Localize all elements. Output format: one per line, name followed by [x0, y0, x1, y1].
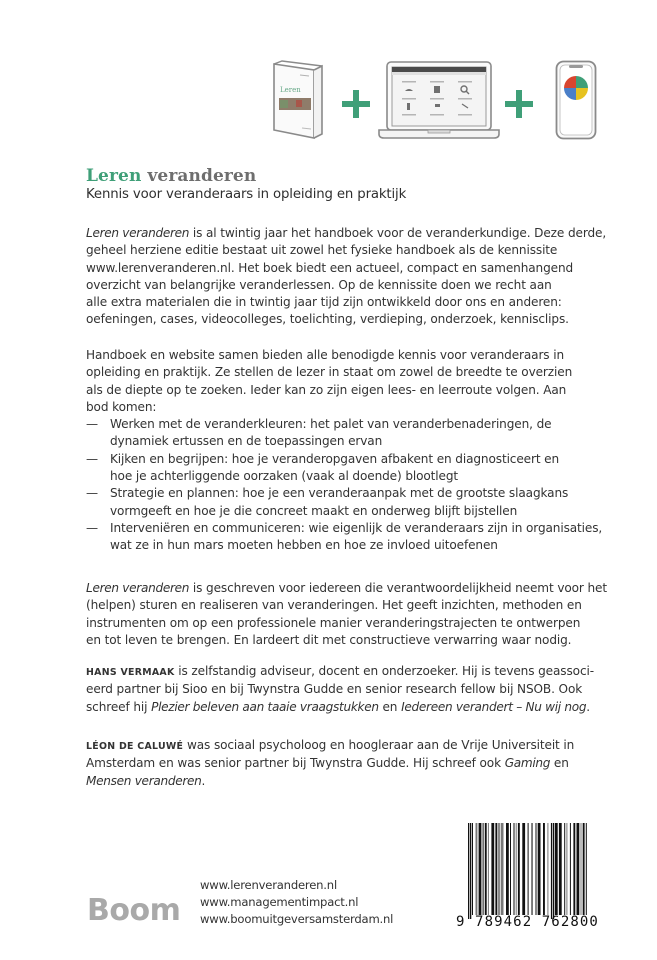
author-bio-vermaak	[86, 663, 592, 716]
topics-list	[86, 416, 603, 554]
list-item: — Kijken en begrijpen: hoe je veranderopgaven afbakent en diagnosticeert en hoe je achterliggende oorzaken (vaak al doende) blootlegt	[86, 451, 560, 484]
text-line: oefeningen, cases, videocolleges, toelichting, verdieping, onderzoek, kennisclips.	[86, 312, 569, 327]
author-bio-caluwe	[86, 737, 592, 790]
text-line: instrumenten om op een professionele manier veranderingstrajecten te ontwerpen	[86, 615, 581, 630]
barcode-bar	[518, 823, 520, 915]
barcode-bar	[538, 823, 541, 915]
text-line: schreef hij Plezier beleven aan taaie vraagstukken en Iedereen verandert – Nu wij nog.	[86, 699, 590, 714]
url-link[interactable]: www.managementimpact.nl	[200, 895, 359, 909]
list-item: — Interveniëren en communiceren: wie eigenlijk de veranderaars zijn in organisaties, wat ze in hun mars moeten hebben en hoe ze invloed uitoefenen	[86, 520, 603, 553]
text-line: Amsterdam en was senior partner bij Twynstra Gudde. Hij schreef ook Gaming en	[86, 756, 569, 771]
barcode-bar	[583, 823, 585, 915]
isbn-number: 9 789462 762800	[456, 914, 599, 930]
text-line: geheel herziene editie bestaat uit zowel het fysieke handboek als de kennissite	[86, 243, 558, 258]
text-line: HANS VERMAAK is zelfstandig adviseur, docent en onderzoeker. Hij is tevens geassoci-	[86, 664, 594, 678]
barcode-bar	[566, 823, 567, 915]
book-title	[86, 166, 256, 186]
barcode-bar	[510, 823, 511, 915]
barcode-bar	[531, 823, 533, 915]
barcode-bar	[506, 823, 509, 915]
barcode-bar	[516, 823, 517, 915]
barcode-bar	[528, 823, 529, 915]
audience-paragraph	[86, 580, 607, 649]
barcode-bar	[570, 823, 571, 915]
list-item: — Strategie en plannen: hoe je een veranderaanpak met de grootste slaagkans vormgeeft en hoe je die concreet maakt en onderweg blijft bijstellen	[86, 486, 569, 518]
text-line: Leren veranderen is al twintig jaar het handboek voor de veranderkundige. Deze derde,	[86, 226, 607, 240]
barcode-bar	[522, 823, 525, 915]
dash-bullet: —	[86, 451, 98, 466]
author-name: HANS VERMAAK	[86, 667, 175, 678]
title-rest: veranderen	[147, 166, 257, 186]
url-link[interactable]: www.boomuitgeversamsterdam.nl	[200, 912, 394, 926]
dash-bullet: —	[86, 486, 98, 501]
website-links	[200, 877, 393, 928]
contents-paragraph	[86, 347, 603, 555]
barcode-bar	[543, 823, 545, 915]
barcode-guard-bar	[468, 823, 469, 919]
text-line: als de diepte op te zoeken. Ieder kan zo zijn eigen lees- en leerroute volgen. Aan	[86, 382, 567, 397]
barcode-bar	[483, 823, 484, 915]
barcode-bar	[501, 823, 504, 915]
text-line: (helpen) sturen en realiseren van veranderingen. Het geeft inzichten, methoden en	[86, 598, 582, 613]
text-line: Mensen veranderen.	[86, 773, 206, 788]
barcode-bar	[577, 823, 580, 915]
dash-bullet: —	[86, 417, 98, 432]
barcode-bar	[495, 823, 497, 915]
phone-icon	[555, 60, 597, 140]
list-item: — Werken met de veranderkleuren: het palet van veranderbenaderingen, de dynamiek ertussen en de toepassingen ervan	[86, 417, 552, 449]
barcode-bar	[573, 823, 575, 915]
barcode-bar	[586, 823, 587, 915]
barcode-bar	[491, 823, 494, 915]
plus-icon	[505, 90, 533, 118]
barcode-bar	[555, 823, 558, 915]
barcode-bar	[488, 823, 489, 915]
text-line: alle extra materialen die in twintig jaar tijd zijn ontwikkeld door ons en anderen:	[86, 295, 562, 310]
barcode-bar	[472, 823, 473, 915]
book-title-italic: Leren veranderen	[86, 226, 190, 240]
plus-icon	[342, 90, 370, 118]
barcode-bar	[514, 823, 515, 915]
barcode-bar	[479, 823, 482, 915]
title-accent: Leren	[86, 166, 142, 186]
isbn-barcode	[466, 823, 592, 919]
text-line: Handboek en website samen bieden alle benodigde kennis voor veranderaars in	[86, 348, 564, 362]
text-line: LÉON DE CALUWÉ was sociaal psycholoog en hoogleraar aan de Vrije Universiteit in	[86, 738, 575, 752]
barcode-bar	[547, 823, 548, 915]
laptop-icon	[378, 60, 500, 140]
barcode-bar	[476, 823, 478, 915]
barcode-guard-bar	[551, 823, 552, 919]
barcode-bar	[564, 823, 565, 915]
barcode-bar	[485, 823, 487, 915]
text-line: Leren veranderen is geschreven voor iedereen die verantwoordelijkheid neemt voor het	[86, 581, 607, 595]
text-line: bod komen:	[86, 399, 157, 414]
barcode-bar	[559, 823, 562, 915]
book-title-italic: Leren veranderen	[86, 581, 190, 595]
text-line: eerd partner bij Sioo en bij Twynstra Gudde en senior research fellow bij NSOB. Ook	[86, 682, 583, 697]
intro-paragraph	[86, 225, 607, 329]
author-name: LÉON DE CALUWÉ	[86, 741, 184, 752]
book-icon	[270, 58, 328, 142]
text-line: overzicht van belangrijke veranderlessen. Op de kennissite doen we recht aan	[86, 277, 552, 292]
svg-text:Leren: Leren	[280, 86, 301, 94]
barcode-bar	[536, 823, 537, 915]
text-line: en tot leven te brengen. En lardeert dit met constructieve verwarring waar nodig.	[86, 632, 572, 647]
publisher-logo: Boom	[87, 893, 181, 928]
barcode-bar	[499, 823, 500, 915]
text-line: opleiding en praktijk. Ze stellen de lezer in staat om zowel de breedte te overzien	[86, 365, 573, 380]
text-line: www.lerenveranderen.nl. Het boek biedt een actueel, compact en samenhangend	[86, 260, 574, 275]
barcode-bar	[581, 823, 582, 915]
url-link[interactable]: www.lerenveranderen.nl	[200, 878, 337, 892]
dash-bullet: —	[86, 520, 98, 535]
barcode-guard-bar	[553, 823, 554, 919]
barcode-guard-bar	[470, 823, 471, 919]
book-subtitle: Kennis voor veranderaars in opleiding en praktijk	[86, 187, 407, 202]
